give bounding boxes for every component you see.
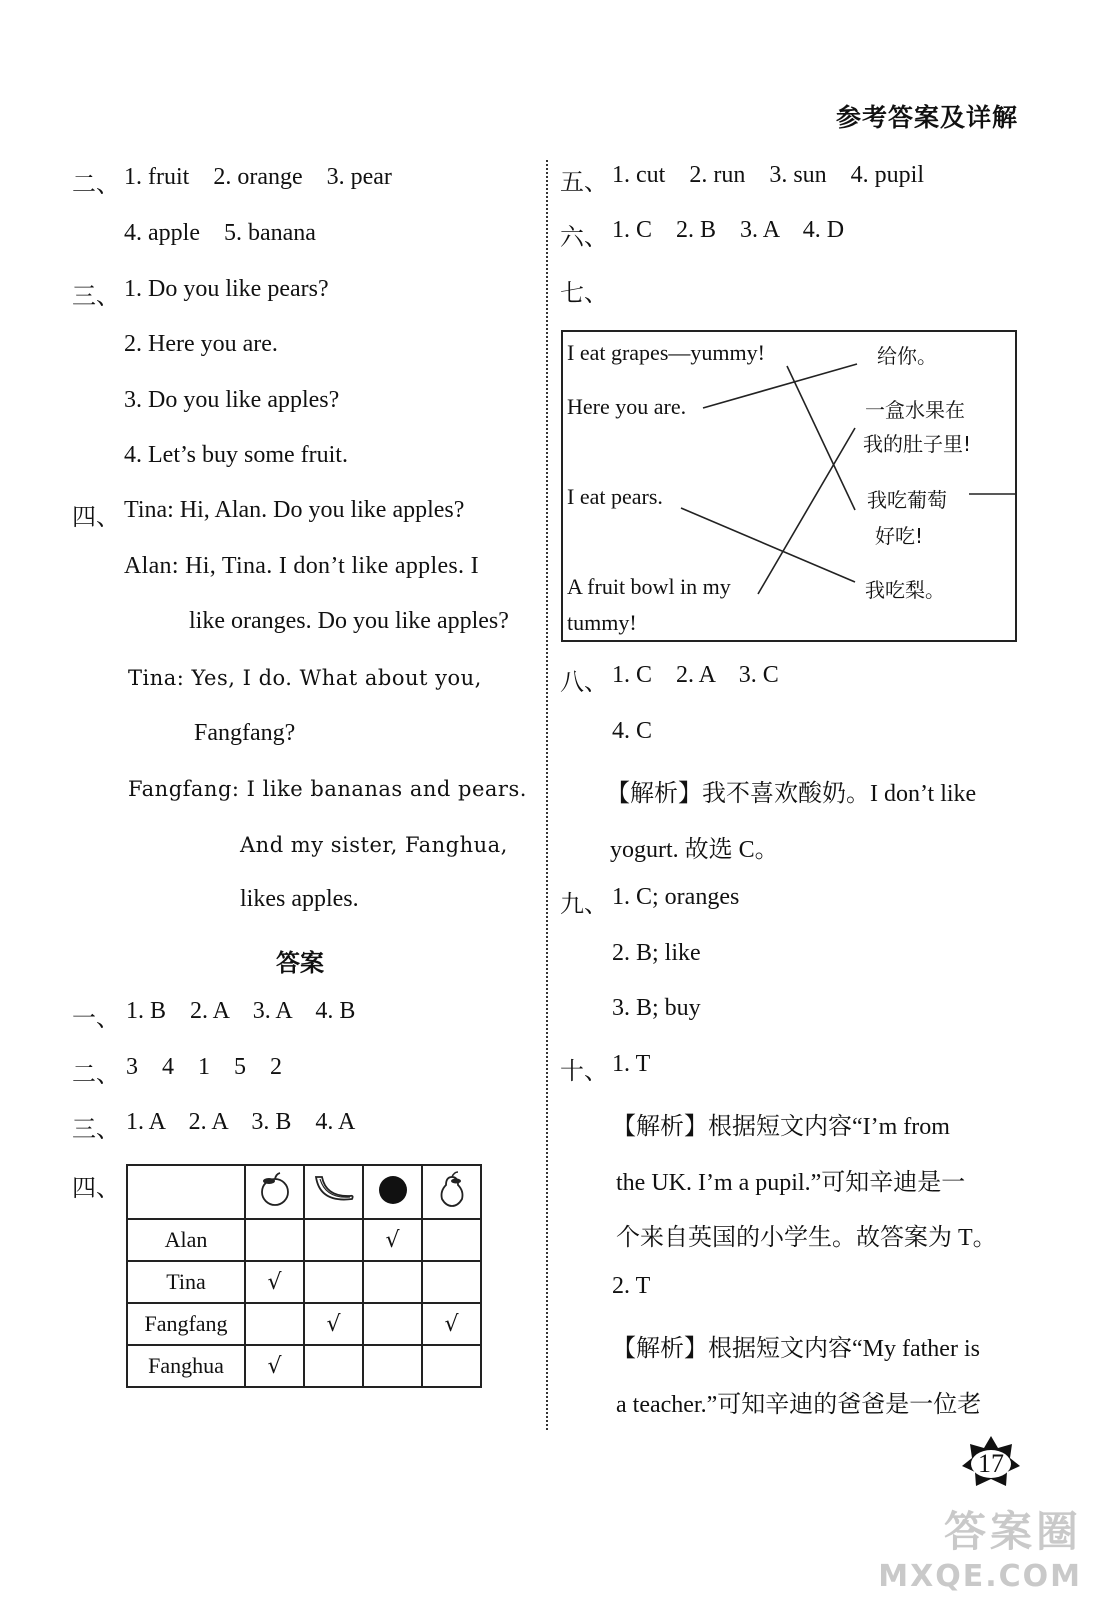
match-right-item-4: 我吃梨。 (865, 578, 945, 602)
page-header-title: 参考答案及详解 (835, 103, 1018, 132)
section-2-line-1: 1. fruit 2. orange 3. pear (124, 164, 392, 190)
section-8-line-1: 1. C 2. A 3. C (612, 662, 779, 688)
section-5-label: 五、 (560, 170, 608, 196)
section-6-label: 六、 (560, 225, 608, 251)
section-9-line-3: 3. B; buy (612, 995, 701, 1021)
page-number-badge (960, 1434, 1022, 1488)
watermark-line-2: MXQE.COM (878, 1559, 1082, 1594)
section-9-line-2: 2. B; like (612, 940, 701, 966)
check-cell (422, 1261, 481, 1303)
match-left-item-1: I eat grapes—yummy! (567, 340, 765, 365)
dialogue-line-8: likes apples. (240, 886, 359, 912)
table-row (127, 1261, 481, 1303)
answer-2-label: 二、 (72, 1062, 120, 1088)
match-right-item-3: 我吃葡萄 (867, 488, 947, 512)
section-10-note-2a: 【解析】根据短文内容“My father is (612, 1336, 980, 1362)
section-6-text: 1. C 2. B 3. A 4. D (612, 217, 845, 243)
pear-icon (422, 1165, 481, 1219)
section-10-label: 十、 (560, 1059, 608, 1085)
row-name: Tina (127, 1261, 245, 1303)
apple-icon (245, 1165, 304, 1219)
section-10-line-1: 1. T (612, 1051, 651, 1077)
table-row (127, 1219, 481, 1261)
table-row (127, 1303, 481, 1345)
check-cell (422, 1345, 481, 1387)
match-right-item-3-cont: 好吃! (875, 524, 924, 548)
table-header-row (127, 1165, 481, 1219)
section-9-label: 九、 (560, 892, 608, 918)
check-cell: √ (422, 1303, 481, 1345)
section-4-label: 四、 (72, 505, 120, 531)
check-cell: √ (245, 1261, 304, 1303)
check-cell (304, 1261, 363, 1303)
match-right-item-2-cont: 我的肚子里! (863, 432, 972, 456)
section-3-line-1: 1. Do you like pears? (124, 276, 329, 302)
row-name: Alan (127, 1219, 245, 1261)
row-name: Fanghua (127, 1345, 245, 1387)
check-cell: √ (304, 1303, 363, 1345)
answer-2-text: 3 4 1 5 2 (126, 1054, 282, 1080)
dialogue-line-4: Tina: Yes, I do. What about you, (128, 666, 482, 690)
dialogue-line-5: Fangfang? (194, 720, 296, 746)
answer-3-label: 三、 (72, 1117, 120, 1143)
check-cell (363, 1261, 422, 1303)
dialogue-line-1: Tina: Hi, Alan. Do you like apples? (124, 497, 465, 523)
answer-1-text: 1. B 2. A 3. A 4. B (126, 998, 356, 1024)
answer-3-text: 1. A 2. A 3. B 4. A (126, 1109, 356, 1135)
match-left-item-2: Here you are. (567, 394, 687, 419)
answer-4-label: 四、 (72, 1176, 120, 1202)
section-5-text: 1. cut 2. run 3. sun 4. pupil (612, 162, 924, 188)
dialogue-line-6: Fangfang: I like bananas and pears. (128, 777, 527, 801)
check-cell (422, 1219, 481, 1261)
section-3-line-3: 3. Do you like apples? (124, 387, 340, 413)
section-8-note-1: 【解析】我不喜欢酸奶。I don’t like (606, 781, 977, 807)
check-cell (245, 1303, 304, 1345)
section-3-line-2: 2. Here you are. (124, 331, 278, 357)
check-cell: √ (363, 1219, 422, 1261)
check-cell (363, 1345, 422, 1387)
dialogue-line-3: like oranges. Do you like apples? (189, 608, 509, 634)
section-10-note-1c: 个来自英国的小学生。故答案为 T。 (616, 1225, 997, 1251)
dialogue-line-2: Alan: Hi, Tina. I don’t like apples. I (124, 553, 479, 579)
table-row (127, 1345, 481, 1387)
section-10-note-2b: a teacher.”可知辛迪的爸爸是一位老 (616, 1392, 982, 1418)
check-cell (245, 1219, 304, 1261)
banana-icon (304, 1165, 363, 1219)
answer-1-label: 一、 (72, 1006, 120, 1032)
section-2-line-2: 4. apple 5. banana (124, 220, 316, 246)
dialogue-line-7: And my sister, Fanghua, (240, 833, 508, 857)
check-cell (304, 1345, 363, 1387)
row-name: Fangfang (127, 1303, 245, 1345)
page-number: 17 (978, 1449, 1004, 1478)
match-right-item-2: 一盒水果在 (865, 398, 965, 422)
match-left-item-3: I eat pears. (567, 484, 663, 509)
matching-exercise-box (561, 330, 1017, 642)
fruit-preference-table (126, 1164, 482, 1388)
answers-heading: 答案 (276, 949, 324, 977)
section-2-label: 二、 (72, 172, 120, 198)
section-10-note-1b: the UK. I’m a pupil.”可知辛迪是一 (616, 1170, 966, 1196)
section-8-note-2: yogurt. 故选 C。 (610, 837, 779, 863)
watermark (878, 1499, 1082, 1594)
section-10-note-1a: 【解析】根据短文内容“I’m from (612, 1114, 950, 1140)
section-7-label: 七、 (560, 281, 608, 307)
match-right-item-1: 给你。 (877, 344, 937, 368)
orange-icon (363, 1165, 422, 1219)
section-8-label: 八、 (560, 670, 608, 696)
check-cell (363, 1303, 422, 1345)
watermark-line-1: 答案圈 (943, 1507, 1082, 1556)
section-3-line-4: 4. Let’s buy some fruit. (124, 442, 348, 468)
section-8-line-2: 4. C (612, 718, 653, 744)
check-cell (304, 1219, 363, 1261)
section-9-line-1: 1. C; oranges (612, 884, 740, 910)
section-10-line-2: 2. T (612, 1273, 651, 1299)
section-3-label: 三、 (72, 284, 120, 310)
column-divider (546, 160, 548, 1430)
table-corner-cell (127, 1165, 245, 1219)
match-left-item-4-cont: tummy! (567, 610, 637, 635)
check-cell: √ (245, 1345, 304, 1387)
match-left-item-4: A fruit bowl in my (567, 574, 731, 599)
